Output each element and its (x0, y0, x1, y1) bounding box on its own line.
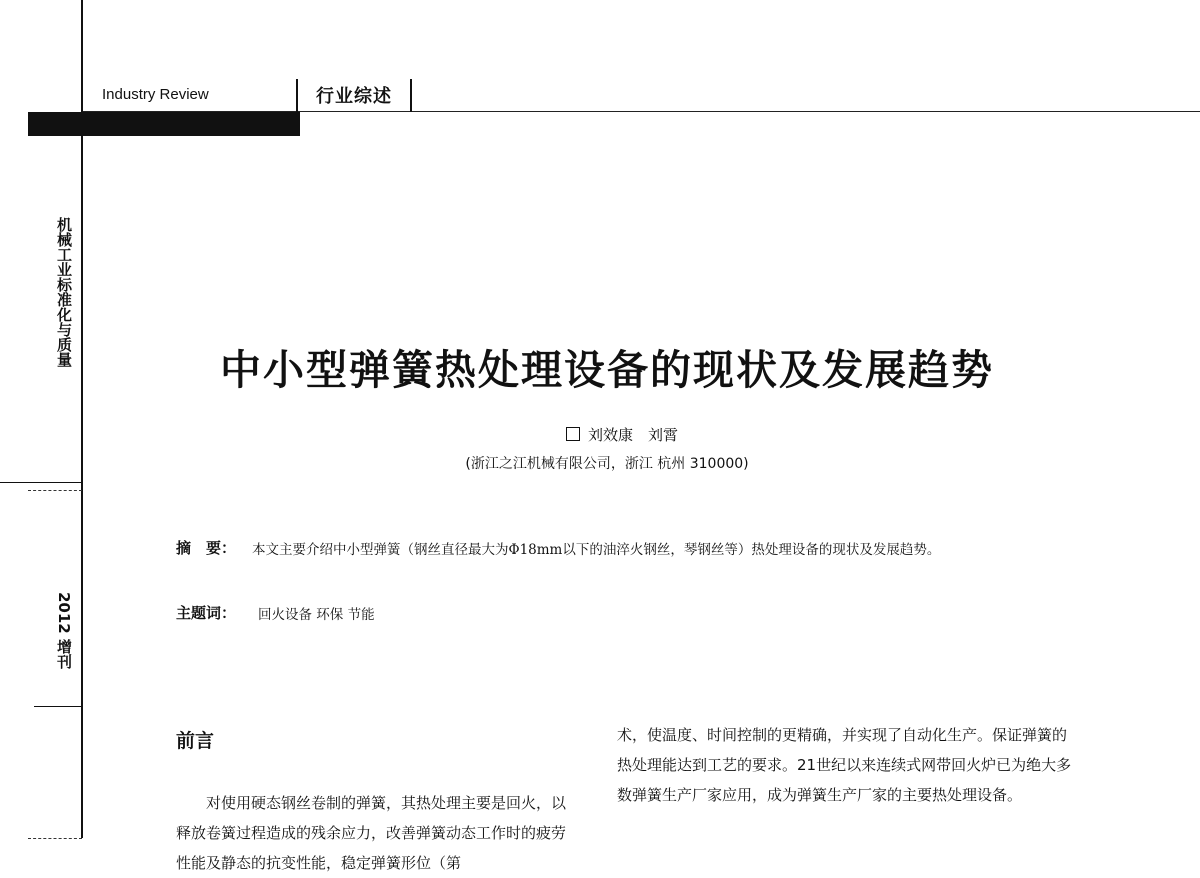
margin-dashed-rule (28, 838, 82, 839)
paragraph: 术，使温度、时间控制的更精确，并实现了自动化生产。保证弹簧的热处理能达到工艺的要求。21世纪以来连续式网带回火炉已为绝大多数弹簧生产厂家应用，成为弹簧生产厂家的主要热处理设备。 (617, 726, 1072, 804)
body-column-right (617, 720, 1073, 810)
margin-dashed-rule (28, 490, 82, 491)
header-black-bar (28, 112, 300, 136)
abstract-label: 摘 要： (176, 539, 237, 557)
author-names: 刘效康 刘霄 (587, 426, 678, 444)
section-label-en: Industry Review (102, 86, 209, 103)
keywords-label: 主题词： (176, 604, 237, 622)
keywords-text: 回火设备 环保 节能 (258, 607, 375, 623)
section-label-zh: 行业综述 (316, 86, 392, 107)
header-separator (410, 79, 412, 112)
section-heading: 前言 (176, 730, 215, 752)
paragraph: 对使用硬态钢丝卷制的弹簧，其热处理主要是回火，以释放卷簧过程造成的残余应力，改善弹簧动态工作时的疲劳性能及静态的抗变性能，稳定弹簧形位（第 (176, 794, 567, 872)
affiliation: (浙江之江机械有限公司，浙江 杭州 310000) (465, 456, 749, 472)
journal-title: 机械工业标准化与质量 (55, 217, 73, 367)
abstract-text: 本文主要介绍中小型弹簧（钢丝直径最大为Φ18mm以下的油淬火钢丝，琴钢丝等）热处理设备的现状及发展趋势。 (252, 542, 941, 558)
article-title: 中小型弹簧热处理设备的现状及发展趋势 (220, 346, 994, 394)
margin-rule (34, 706, 82, 707)
margin-rule (0, 482, 82, 483)
square-bullet-icon (566, 427, 580, 441)
header-separator (296, 79, 298, 112)
authors (0, 424, 1200, 445)
issue-label: 2012 增刊 (55, 592, 73, 669)
body-column-left (176, 788, 576, 878)
